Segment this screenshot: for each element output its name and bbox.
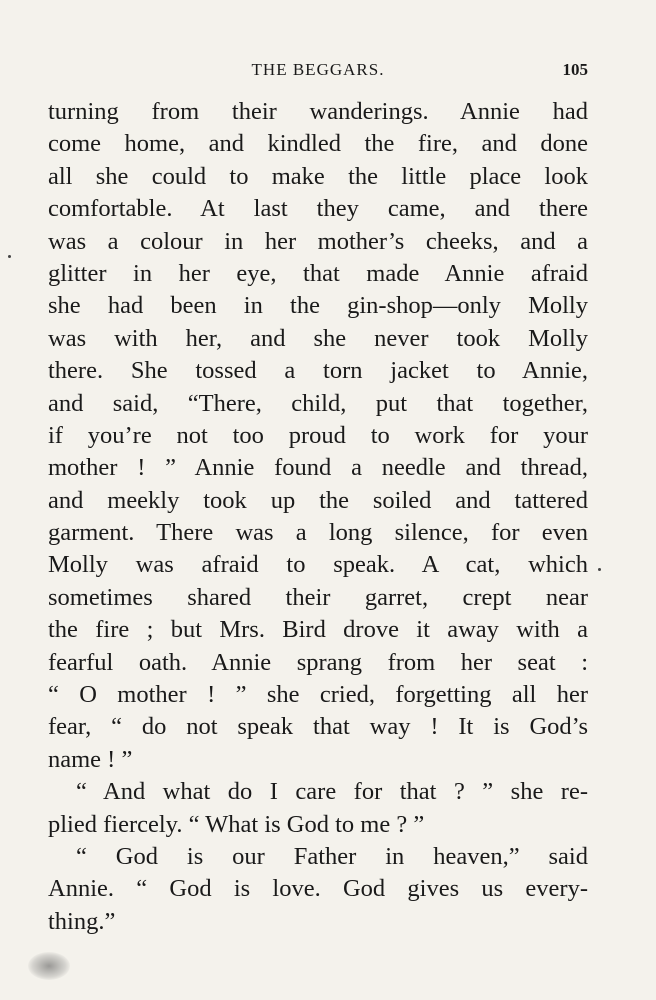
ink-smudge	[28, 952, 70, 980]
text-line: and said, “There, child, put that together,	[48, 389, 588, 417]
text-line: thing.”	[48, 907, 116, 935]
text-line: mother ! ” Annie found a needle and thread,	[48, 454, 588, 482]
text-line: garment. There was a long silence, for even	[48, 519, 588, 547]
text-line: glitter in her eye, that made Annie afraid	[48, 259, 588, 287]
chapter-title: THE BEGGARS.	[251, 60, 385, 79]
text-line: if you’re not too proud to work for your	[48, 421, 588, 449]
text-line: plied fiercely. “ What is God to me ? ”	[48, 810, 425, 838]
text-line: there. She tossed a torn jacket to Annie,	[48, 357, 588, 385]
text-line: fear, “ do not speak that way ! It is God’s	[48, 713, 588, 741]
text-line: come home, and kindled the fire, and done	[48, 130, 588, 158]
paper-speck	[598, 568, 601, 571]
text-line: sometimes shared their garret, crept near	[48, 583, 588, 611]
text-line: was a colour in her mother’s cheeks, and a	[48, 227, 588, 255]
text-line: Annie. “ God is love. God gives us every-	[48, 875, 588, 903]
text-line: “ God is our Father in heaven,” said	[76, 842, 588, 870]
running-head	[48, 58, 588, 84]
text-line: “ And what do I care for that ? ” she re-	[76, 778, 588, 806]
text-line: fearful oath. Annie sprang from her seat :	[48, 648, 588, 676]
text-line: the fire ; but Mrs. Bird drove it away with a	[48, 616, 588, 644]
text-line: comfortable. At last they came, and there	[48, 195, 588, 223]
text-line: “ O mother ! ” she cried, forgetting all her	[48, 681, 588, 709]
text-line: she had been in the gin-shop—only Molly	[48, 292, 588, 320]
text-line: and meekly took up the soiled and tattered	[48, 486, 588, 514]
text-line: name ! ”	[48, 745, 133, 773]
text-line: Molly was afraid to speak. A cat, which	[48, 551, 588, 579]
text-line: all she could to make the little place look	[48, 162, 588, 190]
text-line: was with her, and she never took Molly	[48, 324, 588, 352]
text-line: turning from their wanderings. Annie had	[48, 98, 588, 125]
body-text	[48, 96, 588, 938]
paper-speck	[8, 255, 11, 258]
page-number: 105	[562, 60, 588, 79]
